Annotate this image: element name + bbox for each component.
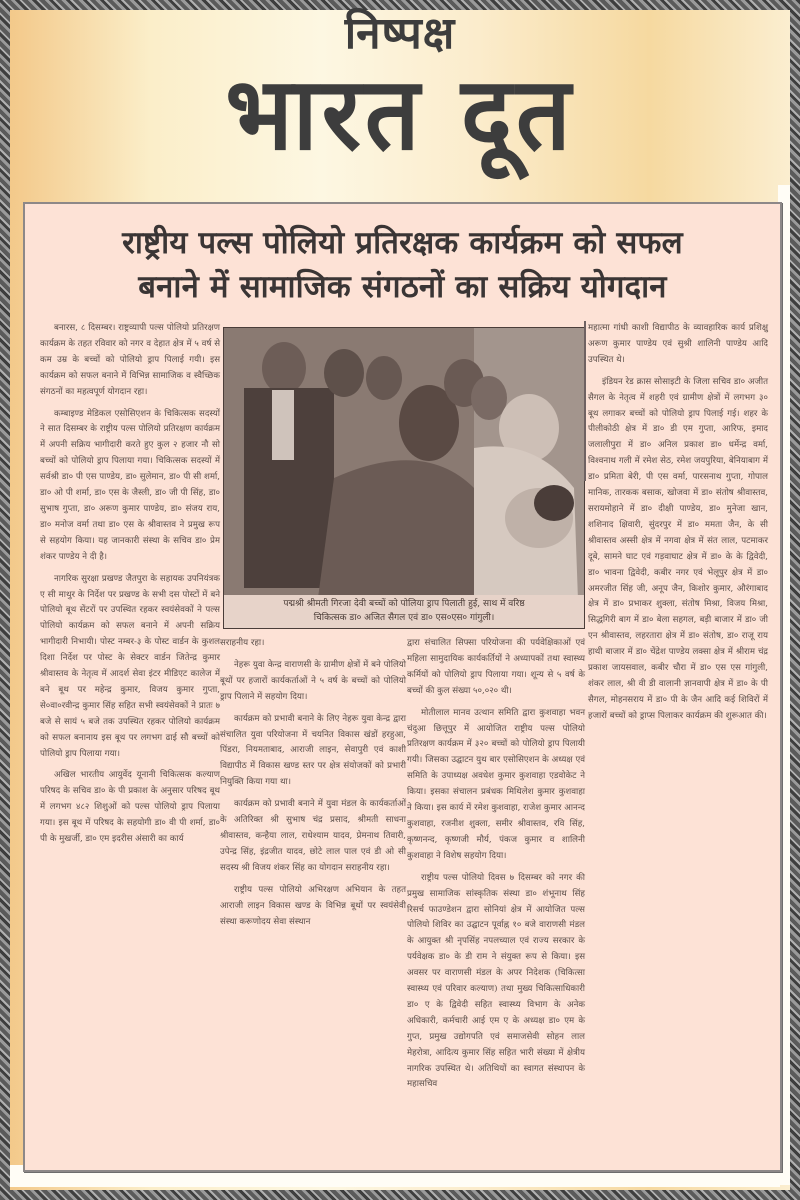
paragraph: महात्मा गांधी काशी विद्यापीठ के व्यावहारिक कार्य प्रशिक्षु अरूण कुमार पाण्डेय एवं सुश्री शालिनी पाण्डेय आदि उपस्थित थे।	[588, 323, 768, 365]
paragraph: सराहनीय रहा।	[220, 638, 265, 648]
column-3	[407, 636, 585, 1099]
column-4	[588, 321, 768, 731]
column-2	[220, 636, 406, 936]
masthead-title: भारत दूत	[225, 55, 575, 173]
headline-line-1: राष्ट्रीय पल्स पोलियो प्रतिरक्षक कार्यक्रम को सफल	[122, 225, 683, 261]
masthead-subtitle: निष्पक्ष	[344, 8, 456, 59]
paragraph: नेहरू युवा केन्द्र वाराणसी के ग्रामीण क्षेत्रों में बने पोलियो बूथों पर हजारों कार्यकर्ताओं ने ५ वर्ष के बच्चों को पोलियो ड्राप पिलाने में सहयोग दिया।	[220, 659, 406, 702]
caption-line-2: चिकित्सक डा० अजित सैगल एवं डा० एस०एस० गांगुली।	[313, 613, 495, 623]
newspaper-masthead	[180, 8, 620, 178]
headline-line-2: बनाने में सामाजिक संगठनों का सक्रिय योगदान	[138, 269, 667, 305]
news-photo	[223, 327, 585, 629]
photo-illustration	[224, 328, 584, 628]
column-divider	[584, 321, 586, 481]
paragraph: इंडियन रेड क्रास सोसाइटी के जिला सचिव डा० अजीत सैगल के नेतृत्व में शहरी एवं ग्रामीण क्षेत्रों में लगभग ३० बूथ लगाकर बच्चों को पोलियो ड्राप पिलाई गई। शहर के पीलीकोठी क्षेत्र में डा० डी एम गुप्ता, आरिफ, इमाद जलालीपुरा में डा० अनिल प्रकाश डा० धर्मेन्द्र वर्मा, विश्वनाथ गली में रमेश सेठ, रमेश जयपुरिया, बेनियाबाग में डा० प्रमिता बेरी, पी एस वर्मा, पारसनाथ गुप्ता, गोपाल मानिक, तारकक बसाक, खोजवा में डा० संतोष श्रीवास्तव, सरायमोहाने में डा० दीक्षी पाण्डेय, डा० मुनेजा खान, शशिनाद क्षिवारी, सुंदरपुर में डा० ममता जैन, के सी श्रीवास्तव अस्सी क्षेत्र में नगवा क्षेत्र में संत लाल, पटमाकर दूबे, सामने घाट एवं गड़वाघाट क्षेत्र में डा० के के द्विवेदी, डा० भावना द्विवेदी, कबीर नगर एवं भेलूपुर क्षेत्र में डा० अमरजीत सिंह जी, अनूप जैन, किशोर कुमार, औरंगाबाद क्षेत्र में डा० प्रभाकर शुक्ला, संतोष मिश्रा, विजय मिश्रा, सिद्धगिरी बाग में डा० बेला सहगल, बड़ी बाजार में डा० जी एन श्रीवास्तव, लहरतारा क्षेत्र में डा० संतोष, डा० राजू राय हाथी बाजार में डा० चेंद्रेश पाण्डेय लक्सा क्षेत्र में श्रीराम चंद्र प्रकाश जायसवाल, कबीर चौरा में डा० एस एस गांगुली, शंकर लाल, श्री वी डी वालानी ज्ञानवापी क्षेत्र में डा० के पी सैगल, मोहनसराय में डा० पी के जैन आदि कई शिविरों में हजारों बच्चों को ड्राप्स पिलाकर कार्यक्रम की शुरूआत की।	[588, 376, 768, 721]
paragraph: मोतीलाल मानव उत्थान समिति द्वारा कुशवाहा भवन चंदुआ छित्तूपुर में आयोजित राष्ट्रीय पल्स पोलियो प्रतिरक्षण कार्यक्रम में ३२० बच्चों को पोलियो ड्राप पिलायी गयी। जिसका उद्घाटन युथ बार एसोसिएशन के अध्यक्ष एवं समिति के उपाध्यक्ष अवधेश कुमार कुशवाहा एडवोकेट ने किया। इसका संचालन प्रबंधक मिथिलेश कुमार कुशवाहा ने किया। इस कार्य में रमेश कुशवाहा, राजेश कुमार आनन्द कुशवाहा, रजनीश शुक्ला, समीर श्रीवास्तव, रवि सिंह, कृष्णनन्द, कृष्णजी मौर्य, पंकज कुमार व शालिनी कुशवाहा ने विशेष सहयोग दिया।	[407, 707, 585, 861]
news-clipping	[23, 202, 782, 1172]
paragraph: द्वारा संचालित सिफ्सा परियोजना की पर्यवेक्षिकाओं एवं महिला सामुदायिक कार्यकर्तियों ने अध्यापकों तथा स्वास्थ्य कर्मियों को पोलियो ड्राप पिलाया गया। शून्य से ५ वर्ष के बच्चों की कुल संख्या ५०,०२० थी।	[407, 638, 585, 696]
paragraph: कार्यक्रम को प्रभावी बनाने के लिए नेहरू युवा केन्द्र द्वारा संचालित युवा परियोजना में चयनित विकास खंडों हरहुआ, पिंडरा, नियमताबाद, आराजी लाइन, सेवापुरी एवं काशी विद्यापीठ में विकास खण्ड स्तर पर क्षेत्र संयोजकों को प्रभारी नियुक्ति किया गया था।	[220, 713, 406, 788]
caption-line-1: पद्मश्री श्रीमती गिरजा देवी बच्चों को पोलिया ड्राप पिलाती हुई, साथ में वरिष्ठ	[283, 599, 525, 609]
paragraph: नागरिक सुरक्षा प्रखण्ड जैतपुरा के सहायक उपनियंत्रक ए सी माथुर के निर्देश पर प्रखण्ड के सभी दस पोस्टों में बने पोलियो बूथ सेंटरों पर उपस्थित रहकर स्वयंसेवकों ने पल्स पोलियो कार्यक्रम को सफल बनाने में अपनी सक्रिय भागीदारी निभायी। पोस्ट नम्बर-३ के पोस्ट वार्डन के कुशल दिशा निर्देश पर पोस्ट के सेक्टर वार्डन जितेन्द्र कुमार श्रीवास्तव के नेतृत्व में आदर्श सेवा इंटर मीडिएट कालेज में बने बूथ पर महेन्द्र कुमार, विजय कुमार गुप्ता, से०वा०रवीन्द्र कुमार सिंह सहित सभी स्वयंसेवकों ने प्रातः ७ बजे से सायं ५ बजे तक उपस्थित रहकर पोलियो कार्यक्रम को सफल बनानाय इस बूथ पर लगभग ढाई सौ बच्चों को पोलियो ड्राप पिलाया गया।	[40, 573, 220, 759]
article-headline	[30, 221, 775, 309]
column-1	[40, 321, 220, 854]
paragraph: राष्ट्रीय पल्स पोलियो अभिरक्षण अभियान के तहत आराजी लाइन विकास खण्ड के विभिन्न बूथों पर स्वयंसेवी संस्था करूणोदय सेवा संस्थान	[220, 884, 406, 927]
paragraph: अखिल भारतीय आयुर्वेद यूनानी चिकित्सक कल्याण परिषद के सचिव डा० के पी प्रकाश के अनुसार परिषद बूथ में लगभग ४८२ शिशुओं को पल्स पोलियो ड्राप पिलाया गया। इस बूथ में परिषद के सहयोगी डा० वी पी शर्मा, डा० पी के मुखर्जी, डा० एम इदरीस अंसारी का कार्य	[40, 770, 220, 845]
paragraph: राष्ट्रीय पल्स पोलियो दिवस ७ दिसम्बर को नगर की प्रमुख सामाजिक सांस्कृतिक संस्था डा० शंभूनाथ सिंह रिसर्च फाउण्डेशन द्वारा सोनियां क्षेत्र में आयोजित पल्स पोलियो शिविर का उद्घाटन पूर्वाह्न १० बजे वाराणसी मंडल के आयुक्त श्री नृपसिंह नपलच्याल एवं राज्य सरकार के पर्यवेक्षक डा० के डी राम ने संयुक्त रूप से किया। इस अवसर पर वाराणसी मंडल के अपर निदेशक (चिकित्सा स्वास्थ्य एवं परिवार कल्याण) तथा मुख्य चिकित्साधिकारी डा० ए के द्विवेदी सहित स्वास्थ्य विभाग के अनेक अधिकारी, कर्मचारी आई एम ए के अध्यक्ष डा० एम के गुप्त, प्रमुख उद्योगपति एवं समाजसेवी सोहन लाल मेहरोत्रा, आदित्य कुमार सिंह सहित भारी संख्या में क्षेत्रीय नागरिक उपस्थित थे। अतिथियों का स्वागत संस्थापन के महासचिव	[407, 872, 585, 1090]
photo-caption	[224, 595, 584, 628]
paragraph: बनारस, ८ दिसम्बर। राष्ट्रव्यापी पल्स पोलियो प्रतिरक्षण कार्यक्रम के तहत रविवार को नगर व देहात क्षेत्र में ५ वर्ष से कम उम्र के बच्चों को पोलियो ड्राप पिलाई गयी। इस कार्यक्रम को सफल बनाने में विभिन्न सामाजिक व स्वैच्छिक संगठनों का महत्वपूर्ण योगदान रहा।	[40, 323, 220, 397]
paragraph: कम्बाइण्ड मेडिकल एसोसिएशन के चिकित्सक सदस्यों ने सात दिसम्बर के राष्ट्रीय पल्स पोलियो प्रतिरक्षण कार्यक्रम में अपनी सक्रिय भागीदारी करते हुए कुल २ हजार नौ सो बच्चों को पोलियो ड्राप पिलाया गया। चिकित्सक सदस्यों में सर्वश्री डा० पी एस पाण्डेय, डा० सुलेमान, डा० पी सी शर्मा, डा० ओ पी शर्मा, डा० एस के जैस्ली, डा० जी पी सिंह, डा० सुभाष गुप्ता, डा० अरूण कुमार पाण्डेय, डा० संजय राय, डा० मनोज वर्मा तथा डा० एस के श्रीवास्तव ने प्रमुख रूप से सहयोग किया। यह जानकारी संस्था के सचिव डा० प्रेम शंकर पाण्डेय ने दी है।	[40, 408, 220, 562]
paragraph: कार्यक्रम को प्रभावी बनाने में युवा मंडल के कार्यकर्ताओं के अतिरिक्त श्री सुभाष चंद्र प्रसाद, श्रीमती साधना श्रीवास्तव, कन्हैया लाल, राधेश्याम यादव, प्रेमनाथ तिवारी, उपेन्द्र सिंह, इंद्रजीत यादव, छोटे लाल पाल एवं डी ओ सी सदस्य श्री विजय शंकर सिंह का योगदान सराहनीय रहा।	[220, 799, 406, 873]
